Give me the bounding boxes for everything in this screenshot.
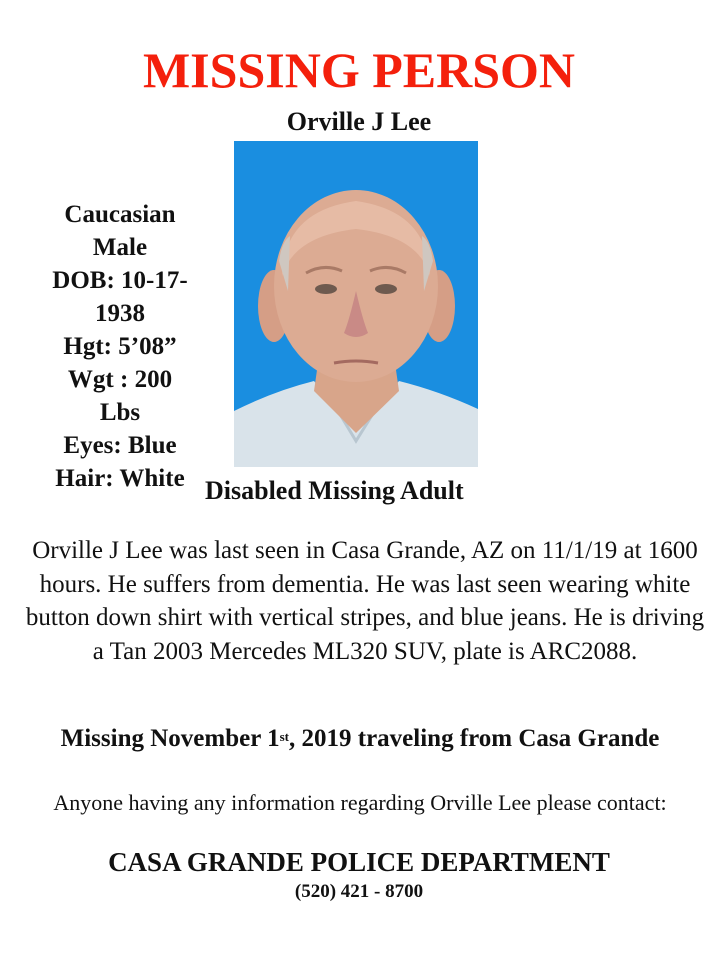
phone-number: (520) 421 - 8700 — [294, 881, 424, 902]
stat-line: Hgt: 5’08” — [63, 333, 177, 360]
stat-line: Hair: White — [55, 465, 185, 492]
poster-title: MISSING PERSON — [142, 42, 576, 98]
stat-line: DOB: 10-17- — [52, 267, 188, 294]
stat-line: Wgt : 200 — [67, 366, 173, 393]
stat-line: Lbs — [99, 399, 141, 426]
missing-date-suffix: , 2019 traveling from Casa Grande — [289, 725, 660, 752]
missing-date-prefix: Missing November 1 — [60, 725, 280, 752]
stat-line: Eyes: Blue — [63, 432, 177, 459]
police-department: CASA GRANDE POLICE DEPARTMENT — [108, 847, 610, 877]
person-photo — [234, 141, 478, 467]
incident-description: Orville J Lee was last seen in Casa Grande, AZ on 11/1/19 at 1600 hours. He suffers from dementia. He was last seen wearing white button down shirt with vertical stripes, and blue jeans. He is driving a Tan 2003 Mercedes ML320 SUV, plate is ARC2088. — [25, 537, 705, 665]
missing-date-line — [40, 722, 680, 755]
person-description-stats — [20, 198, 220, 495]
contact-instructions: Anyone having any information regarding Orville Lee please contact: — [53, 790, 667, 815]
stat-line: 1938 — [95, 300, 145, 327]
stat-line: Male — [92, 234, 148, 261]
portrait-illustration — [234, 141, 478, 467]
status-heading: Disabled Missing Adult — [205, 476, 464, 505]
missing-date-ordinal: st — [279, 729, 290, 744]
person-name: Orville J Lee — [286, 107, 432, 136]
stat-line: Caucasian — [64, 201, 176, 228]
